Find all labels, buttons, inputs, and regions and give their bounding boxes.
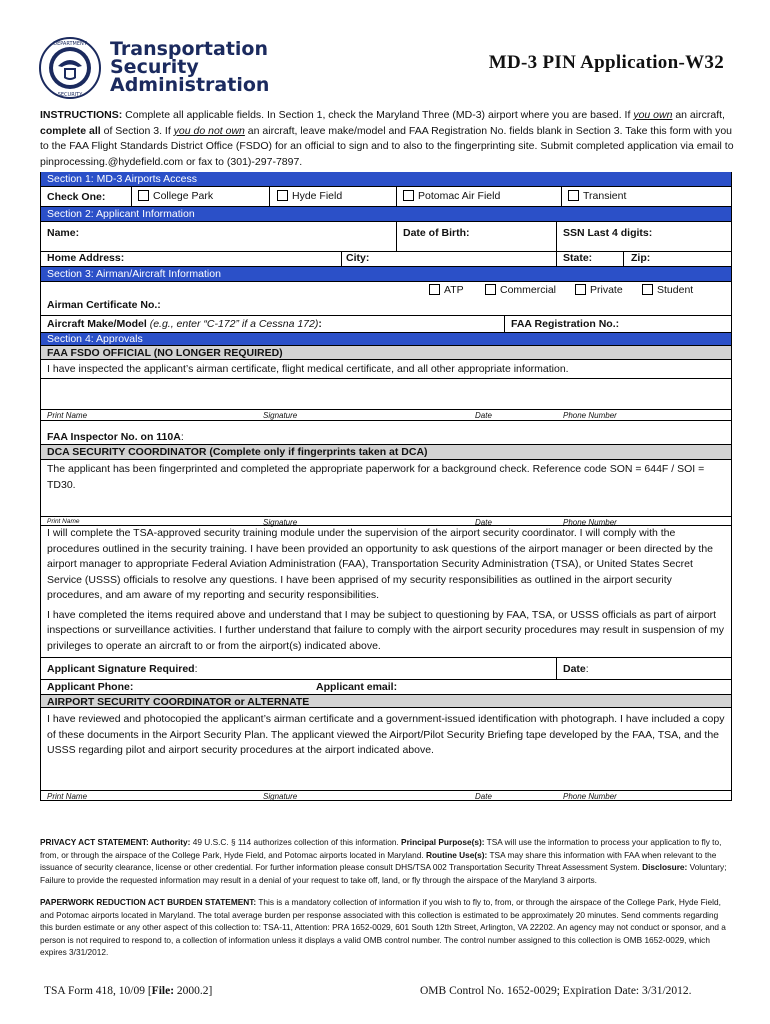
- make-model-colon: :: [318, 318, 322, 330]
- instructions-text-1: Complete all applicable fields. In Section 1, check the Maryland Three (MD-3) airport where you are based. If: [122, 109, 634, 121]
- privacy-label: PRIVACY ACT STATEMENT:: [40, 837, 149, 847]
- option-label: College Park: [153, 190, 214, 202]
- checkbox[interactable]: [642, 284, 653, 295]
- fsdo-statement: I have inspected the applicant’s airman certificate, flight medical certificate, and all other appropriate information.: [41, 360, 731, 379]
- airman-cert-row: [41, 282, 731, 316]
- make-model-hint: (e.g., enter “C-172” if a Cessna 172): [146, 318, 319, 330]
- signature-label: Signature: [263, 518, 298, 527]
- instructions-you-own: you own: [633, 109, 673, 121]
- cert-type-label: ATP: [444, 284, 464, 296]
- airman-cert-field[interactable]: Airman Certificate No.:: [47, 299, 161, 311]
- ssn-field[interactable]: SSN Last 4 digits:: [563, 227, 653, 239]
- checkbox[interactable]: [485, 284, 496, 295]
- phone-label: Phone Number: [563, 792, 617, 801]
- agency-line-2: Security: [110, 56, 199, 78]
- dca-statement: The applicant has been fingerprinted and completed the appropriate paperwork for a background check. Reference code SON = 644F / SOI = TD30.: [47, 463, 705, 491]
- svg-text:SECURITY: SECURITY: [57, 92, 83, 98]
- option-label: Potomac Air Field: [418, 190, 501, 202]
- section-4-header: Section 4: Approvals: [41, 333, 731, 346]
- checkbox[interactable]: [575, 284, 586, 295]
- checkbox[interactable]: [277, 190, 288, 201]
- faa-registration-field[interactable]: FAA Registration No.:: [511, 318, 620, 330]
- applicant-signature-label: Applicant Signature Required: [47, 663, 195, 675]
- applicant-date-label: Date: [563, 663, 586, 675]
- inspector-colon: :: [180, 431, 184, 443]
- fsdo-official-header: FAA FSDO OFFICIAL (NO LONGER REQUIRED): [41, 346, 731, 360]
- airport-security-coordinator-header: AIRPORT SECURITY COORDINATOR or ALTERNATE: [41, 694, 731, 708]
- option-transient[interactable]: [568, 190, 626, 202]
- airport-access-row: [41, 187, 731, 207]
- option-hyde-field[interactable]: [277, 190, 342, 202]
- applicant-email-field[interactable]: Applicant email:: [316, 681, 398, 693]
- asc-signature-labels: [41, 790, 731, 801]
- agency-name: [110, 40, 269, 94]
- cert-type-private[interactable]: [575, 284, 623, 296]
- file-value: 2000.2]: [174, 985, 213, 997]
- dca-signature-labels: [41, 516, 731, 526]
- inspector-label: FAA Inspector No. on 110A: [47, 431, 181, 443]
- paperwork-text: This is a mandatory collection of information if you wish to fly to, from, or through the airspace of the College Park, Hyde Field, and Potomac airports located in Maryland. The total average burden per response associated with this collection is estimated to be approximately 20 minutes. Send comments regarding this burden estimate or any other aspect of this collection to: TSA-11, Attention: PRA 1652-0029, 601 South 12th Street, Arlington, VA 22202. An agency may not conduct or sponsor, and a person is not required to respond to, a collection of information unless it displays a valid OMB control number. The control number assigned to this collection is OMB 1652-0029, which expires 3/31/2012.: [40, 897, 726, 957]
- signature-label: Signature: [263, 792, 298, 801]
- applicant-signature-row: [41, 658, 731, 680]
- aircraft-make-model-field[interactable]: [47, 318, 322, 330]
- section-2-header: Section 2: Applicant Information: [41, 207, 731, 222]
- applicant-date-colon: :: [585, 663, 589, 675]
- paperwork-reduction-statement: [40, 896, 732, 959]
- privacy-text-4: Voluntary; Failure to provide the requested information may result in a denial of your request to take off, land, or fly through the airspace of the Maryland 3 airports.: [40, 862, 727, 885]
- option-college-park[interactable]: [138, 190, 213, 202]
- instructions-text-3: of Section 3. If: [100, 124, 174, 137]
- form-number: [44, 985, 212, 997]
- print-name-label: Print Name: [47, 518, 80, 525]
- name-field[interactable]: Name:: [47, 227, 80, 239]
- principal-purpose-label: Principal Purpose(s):: [401, 837, 485, 847]
- cert-type-atp[interactable]: [429, 284, 464, 296]
- agency-line-3: Administration: [110, 74, 270, 96]
- paperwork-label: PAPERWORK REDUCTION ACT BURDEN STATEMENT:: [40, 897, 257, 907]
- instructions-label: INSTRUCTIONS:: [40, 109, 123, 121]
- option-label: Hyde Field: [292, 190, 343, 202]
- form-header: [38, 34, 738, 100]
- applicant-signature-colon: :: [194, 663, 198, 675]
- check-one-label: Check One:: [47, 191, 106, 203]
- faa-inspector-field[interactable]: [47, 431, 184, 443]
- fsdo-signature-area[interactable]: [41, 379, 731, 409]
- file-label: File:: [151, 985, 175, 997]
- dob-field[interactable]: Date of Birth:: [403, 227, 470, 239]
- section-3-header: Section 3: Airman/Aircraft Information: [41, 267, 731, 282]
- form-number-prefix: TSA Form 418, 10/09 [: [44, 985, 152, 997]
- address-row: [41, 252, 731, 267]
- applicant-contact-row: [41, 680, 731, 694]
- privacy-text-3: TSA may share this information with FAA when relevant to the issuance of security clearance, license or other credential. For further information please consult DHS/TSA 002 Transportation Security Threat Assessment System.: [40, 849, 717, 872]
- date-label: Date: [475, 792, 492, 801]
- zip-field[interactable]: Zip:: [631, 252, 651, 264]
- omb-control-number: OMB Control No. 1652-0029; Expiration Date: 3/31/2012.: [420, 985, 692, 997]
- application-form: [40, 172, 732, 801]
- cert-type-label: Commercial: [500, 284, 557, 296]
- checkbox[interactable]: [403, 190, 414, 201]
- print-name-label: Print Name: [47, 792, 88, 801]
- applicant-signature-field[interactable]: [47, 663, 198, 675]
- instructions-text-2: an aircraft,: [672, 109, 725, 121]
- date-label: Date: [475, 518, 492, 527]
- section-1-header: Section 1: MD-3 Airports Access: [41, 172, 731, 187]
- routine-use-label: Routine Use(s):: [426, 849, 488, 860]
- checkbox[interactable]: [138, 190, 149, 201]
- applicant-date-field[interactable]: [563, 663, 589, 675]
- svg-text:DEPARTMENT: DEPARTMENT: [53, 41, 87, 47]
- applicant-statement-2: I have completed the items required above and understand that I may be subject to questioning by FAA, TSA, or USSS officials as part of airport inspections or surveillance activities. I further understand that failure to comply with the airport security procedures may result in suspension of my privileges to operate an aircraft to or from the airport(s) indicated above.: [41, 608, 731, 659]
- cert-type-label: Private: [590, 284, 623, 296]
- cert-type-student[interactable]: [642, 284, 693, 296]
- asc-statement: I have reviewed and photocopied the applicant’s airman certificate and a government-issued identification with photograph. I have included a copy of these documents in the Airport Security Plan. The applicant viewed the Airport/Pilot Security Briefing tape developed by the FAA, TSA, and the USSS regarding pilot and airport security procedures at the airport indicated above.: [47, 713, 725, 756]
- dca-signature-area[interactable]: [41, 498, 731, 516]
- option-potomac-air-field[interactable]: [403, 190, 500, 202]
- instructions-you-do-not-own: you do not own: [173, 124, 245, 137]
- state-field[interactable]: State:: [563, 252, 593, 264]
- address-field[interactable]: Home Address:: [47, 252, 125, 264]
- privacy-act-statement: [40, 836, 732, 886]
- signature-label: Signature: [263, 411, 298, 420]
- privacy-text-1: 49 U.S.C. § 114 authorizes collection of this information.: [190, 837, 402, 847]
- disclosure-label: Disclosure:: [642, 862, 688, 872]
- aircraft-row: [41, 316, 731, 333]
- name-row: [41, 222, 731, 252]
- phone-label: Phone Number: [563, 518, 617, 527]
- asc-signature-area[interactable]: [41, 762, 731, 790]
- phone-label: Phone Number: [563, 411, 617, 420]
- form-title: MD-3 PIN Application-W32: [488, 52, 724, 73]
- option-label: Transient: [583, 190, 627, 202]
- privacy-text-2: TSA will use the information to process your application to fly to, from, or through the airspace of the College Park, Hyde Field, and Potomac airports located in Maryland.: [40, 837, 722, 860]
- cert-type-label: Student: [657, 284, 694, 296]
- date-label: Date: [475, 411, 492, 420]
- make-model-label: Aircraft Make/Model: [47, 318, 147, 330]
- dca-coordinator-header: DCA SECURITY COORDINATOR (Complete only if fingerprints taken at DCA): [41, 445, 731, 460]
- checkbox[interactable]: [429, 284, 440, 295]
- instructions-text-4: an aircraft, leave make/model and FAA Registration No. fields blank in Section 3. Take this form with you to the FAA Flight Standards District Office (FSDO) for an official to sign and to also to the fingerprinting site. Submit completed application via email to pinprocessing.@hydefield.com or fax to (301)-297-7897.: [40, 124, 734, 168]
- agency-line-1: Transportation: [110, 38, 269, 60]
- dhs-seal-icon: [38, 36, 102, 100]
- faa-inspector-row[interactable]: [41, 421, 731, 445]
- applicant-statement-1: I will complete the TSA-approved security training module under the supervision of the airport security coordinator. I will comply with the procedures outlined in the security training. I have been provided an opportunity to ask questions of the airport manager or been directed by the airport manager to appropriate Federal Aviation Administration (FAA), Transportation Security Administration (TSA), or United States Secret Service (USSS) officials to resolve any questions. I have been apprised of my security responsibilities as outlined in the airport security procedures, and am aware of my reporting and security responsibilities.: [47, 527, 713, 601]
- applicant-phone-field[interactable]: Applicant Phone:: [47, 681, 134, 693]
- instructions: [40, 108, 735, 170]
- print-name-label: Print Name: [47, 411, 88, 420]
- instructions-complete-all: complete all: [40, 124, 101, 137]
- authority-label: Authority:: [148, 837, 191, 847]
- checkbox[interactable]: [568, 190, 579, 201]
- cert-type-commercial[interactable]: [485, 284, 556, 296]
- fsdo-signature-labels: [41, 409, 731, 421]
- city-field[interactable]: City:: [346, 252, 370, 264]
